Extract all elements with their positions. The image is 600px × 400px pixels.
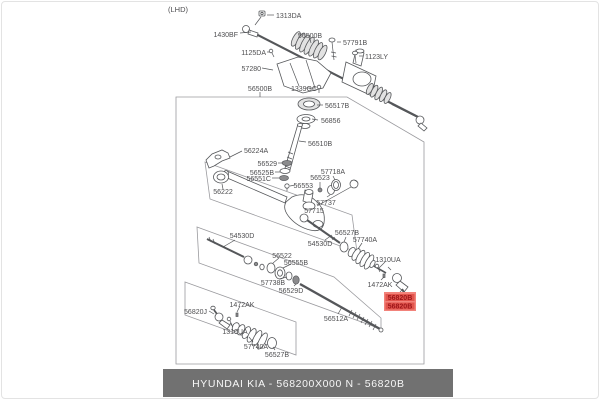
label-1310ua-right: 1310UA xyxy=(375,257,401,264)
tie-rod-end-top xyxy=(243,11,266,37)
selected-part-callout[interactable] xyxy=(384,292,416,311)
label-54530d-left: 54530D xyxy=(229,233,255,240)
label-1430bf: 1430BF xyxy=(213,32,238,39)
outer-assembly-box xyxy=(176,97,424,364)
label-57280: 57280 xyxy=(241,66,261,73)
label-57718a: 57718A xyxy=(320,169,346,176)
ring-57718a xyxy=(332,180,341,191)
label-57738b: 57738B xyxy=(260,280,286,287)
assembled-steering-gear xyxy=(243,11,428,131)
part-info-bar xyxy=(163,369,453,397)
bearing-56555b xyxy=(275,267,285,279)
label-56856: 56856 xyxy=(321,118,341,125)
clip-1472ak-left-icon xyxy=(236,313,238,317)
label-56512a: 56512A xyxy=(323,316,349,323)
label-56529: 56529 xyxy=(257,161,277,168)
label-57740a-right: 57740A xyxy=(352,237,378,244)
bushing-56222 xyxy=(214,171,229,183)
label-56555b: 56555B xyxy=(283,260,309,267)
label-56522: 56522 xyxy=(272,253,292,260)
washer-small-1 xyxy=(254,262,258,266)
label-56529d: 56529D xyxy=(278,288,304,295)
label-56523: 56523 xyxy=(310,175,330,182)
label-56222: 56222 xyxy=(213,189,233,196)
label-56224a: 56224A xyxy=(244,148,269,155)
selected-part-number-repeat: 56820B xyxy=(387,303,413,311)
label-56500b-top: 56500B xyxy=(297,33,323,40)
label-56553: 56553 xyxy=(293,183,313,190)
label-56527b-left: 56527B xyxy=(264,352,290,359)
label-56820j: 56820J xyxy=(184,309,207,316)
bolt-1125da-icon xyxy=(269,49,274,57)
ring-56529d xyxy=(293,276,299,284)
label-1123ly: 1123LY xyxy=(365,54,389,61)
label-56510b: 56510B xyxy=(308,141,333,148)
label-57791b: 57791B xyxy=(343,40,368,47)
plug-56523 xyxy=(318,188,322,192)
clip-1472ak-right-icon xyxy=(383,274,385,278)
ring-56551c xyxy=(280,176,289,181)
bolt-57791b-icon xyxy=(329,38,337,60)
selected-part-number: 56820B xyxy=(387,295,413,302)
assembly-group-boxes xyxy=(176,97,424,364)
label-54530d-right: 54530D xyxy=(307,241,333,248)
label-1125da: 1125DA xyxy=(241,50,266,57)
bearing-56517b xyxy=(298,98,320,110)
info-bar-ref-number: N - 56820B xyxy=(345,378,405,390)
variant-label: (LHD) xyxy=(168,5,188,14)
ring-56527b-right xyxy=(340,242,348,252)
label-56551c: 56551C xyxy=(246,176,271,183)
label-1310ua-left: 1310UA xyxy=(222,329,248,336)
washer-56529 xyxy=(282,161,292,166)
washer-small-2 xyxy=(260,264,264,270)
label-56527b-right: 56527B xyxy=(334,230,360,237)
ball-socket-left xyxy=(244,256,252,264)
label-57740a-left: 57740A xyxy=(243,344,269,351)
ring-56525b xyxy=(280,169,290,174)
label-1313da: 1313DA xyxy=(276,13,302,20)
label-57737: 57737 xyxy=(316,200,336,207)
boot-57740a-right xyxy=(345,244,378,272)
label-1472ak-left: 1472AK xyxy=(229,302,255,309)
ring-56527b-left xyxy=(268,338,277,349)
label-1339gc: 1339GC xyxy=(290,86,318,93)
ring-56522 xyxy=(267,263,275,273)
ring-57738b xyxy=(286,272,292,280)
tie-rod-end-assembled-right xyxy=(392,104,427,131)
label-1472ak-right: 1472AK xyxy=(367,282,393,289)
ball-seat-57715 xyxy=(350,180,358,188)
stopper-56553 xyxy=(285,184,289,191)
label-57715: 57715 xyxy=(304,208,324,215)
label-56525b: 56525B xyxy=(249,170,274,177)
inner-tie-rod-left xyxy=(207,239,244,257)
bracket-56224a xyxy=(206,150,230,168)
label-56500b-mid: 56500B xyxy=(247,86,273,93)
callout-labels xyxy=(168,5,401,359)
info-bar-part-code: HYUNDAI KIA - 568200X000 xyxy=(192,378,342,390)
label-56517b: 56517B xyxy=(325,103,350,110)
